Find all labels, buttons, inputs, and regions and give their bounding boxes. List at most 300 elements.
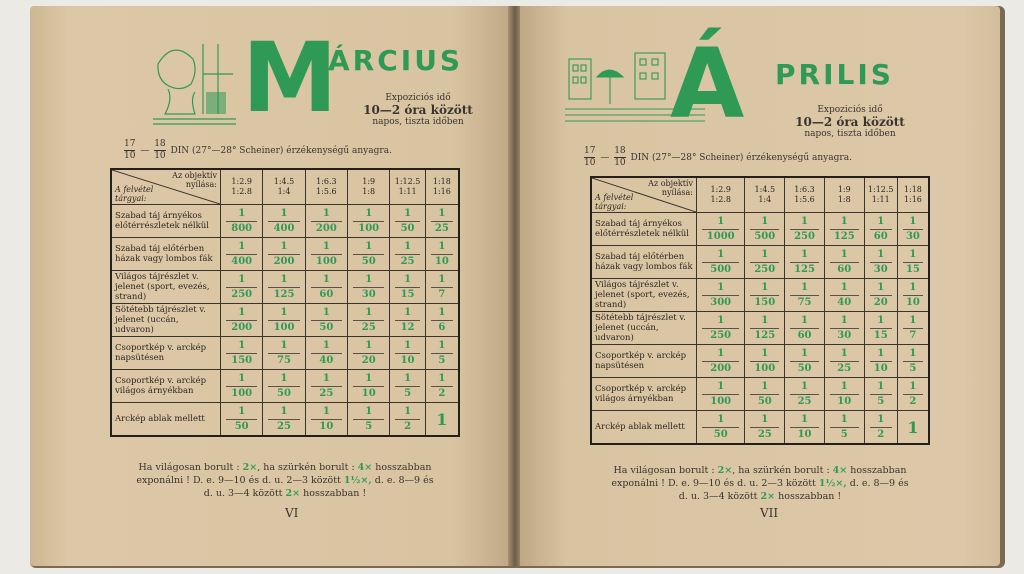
exposure-value-cell — [697, 246, 745, 279]
exposure-numerator: 1 — [801, 248, 808, 260]
subject-cell: Szabad táj árnyékos előtérrészletek nélkül — [591, 213, 697, 246]
exposure-numerator: 1 — [717, 380, 725, 392]
expo-line3: napos, tiszta időben — [804, 129, 896, 139]
table-row — [111, 271, 459, 304]
exposure-value-cell — [864, 411, 897, 445]
exposure-numerator: 1 — [840, 314, 848, 326]
exposure-numerator: 1 — [438, 273, 446, 285]
exposure-numerator: 1 — [238, 273, 246, 285]
table-corner-cell — [591, 177, 697, 213]
exposure-denominator: 10 — [790, 427, 819, 442]
exposure-value-cell — [785, 312, 825, 345]
subject-cell: Csoportkép v. arckép világos árnyékban — [111, 370, 221, 403]
exposure-value-cell — [745, 378, 785, 411]
exposure-denominator: 25 — [353, 320, 384, 335]
exposure-value-cell — [425, 304, 459, 337]
subject-cell: Csoportkép v. arckép napsütésen — [111, 337, 221, 370]
exposure-denominator: 5 — [870, 394, 892, 409]
exposure-numerator: 1 — [322, 372, 330, 384]
page-number: VII — [760, 506, 779, 520]
expo-line1: Expoziciós idő — [817, 105, 883, 115]
exposure-numerator: 1 — [238, 207, 246, 219]
exposure-numerator: 1 — [761, 413, 769, 425]
exposure-denominator: 200 — [226, 320, 257, 335]
expo-line1: Expoziciós idő — [385, 93, 451, 103]
exposure-value-cell — [697, 279, 745, 312]
exposure-value-cell — [897, 246, 929, 279]
subject-cell: Arckép ablak mellett — [591, 411, 697, 445]
column-header: 1:9 1:8 — [348, 169, 390, 205]
exposure-value-cell — [425, 370, 459, 403]
exposure-value-cell — [697, 411, 745, 445]
exposure-time-caption — [780, 104, 920, 140]
exposure-value-cell — [221, 403, 263, 437]
exposure-value-cell — [221, 271, 263, 304]
table-row — [111, 205, 459, 238]
exposure-value-cell — [697, 345, 745, 378]
exposure-table — [110, 168, 460, 437]
exposure-numerator: 1 — [322, 339, 330, 351]
din-text: DIN (27°—28° Scheiner) érzékenységű anyagra. — [630, 153, 852, 163]
exposure-value-cell — [785, 279, 825, 312]
exposure-denominator: 7 — [903, 328, 923, 343]
subject-cell: Világos tájrészlet v. jelenet (sport, evezés, strand) — [591, 279, 697, 312]
month-header-aprilis — [560, 24, 980, 140]
exposure-denominator: 10 — [395, 353, 419, 368]
exposure-value-cell — [263, 337, 305, 370]
exposure-value-cell — [348, 271, 390, 304]
exposure-denominator: 50 — [395, 221, 419, 236]
exposure-value-cell — [263, 205, 305, 238]
exposure-denominator: 25 — [395, 254, 419, 269]
exposure-denominator: 30 — [353, 287, 384, 302]
subject-cell: Arckép ablak mellett — [111, 403, 221, 437]
exposure-denominator: 30 — [870, 262, 892, 277]
exposure-denominator: 75 — [268, 353, 299, 368]
exposure-denominator: 2 — [870, 427, 892, 442]
exposure-denominator: 10 — [353, 386, 384, 401]
exposure-denominator: 15 — [395, 287, 419, 302]
exposure-value-cell — [697, 312, 745, 345]
exposure-value-cell — [697, 213, 745, 246]
exposure-numerator: 1 — [717, 248, 725, 260]
exposure-denominator: 100 — [353, 221, 384, 236]
exposure-numerator: 1 — [322, 240, 330, 252]
aperture-label: Az objektív nyílása: — [172, 171, 217, 189]
exposure-numerator: 1 — [238, 372, 246, 384]
exposure-value-cell — [824, 213, 864, 246]
subject-cell: Szabad táj előtérben házak vagy lombos fák — [591, 246, 697, 279]
exposure-denominator: 100 — [750, 361, 779, 376]
exposure-denominator: 60 — [790, 328, 819, 343]
exposure-numerator: 1 — [365, 240, 373, 252]
exposure-value-cell — [305, 238, 347, 271]
exposure-value-cell — [425, 271, 459, 304]
exposure-numerator: 1 — [322, 273, 330, 285]
column-header: 1:12.5 1:11 — [390, 169, 425, 205]
exposure-numerator: 1 — [717, 215, 725, 227]
exposure-value-cell — [864, 378, 897, 411]
exposure-numerator: 1 — [877, 314, 885, 326]
din-sensitivity-line: $\frac{17}{10}$ — $\frac{18}{10}$ DIN (27°—28° Scheiner) érzékenységű anyagra. — [124, 139, 392, 161]
exposure-value-cell — [425, 238, 459, 271]
exposure-numerator: 1 — [438, 372, 446, 384]
exposure-denominator: 50 — [268, 386, 299, 401]
exposure-denominator: 10 — [830, 394, 859, 409]
table-row — [111, 337, 459, 370]
exposure-value-cell — [425, 403, 459, 437]
exposure-value-cell — [864, 279, 897, 312]
exposure-numerator: 1 — [801, 413, 808, 425]
exposure-value-cell — [785, 345, 825, 378]
table-row — [591, 213, 929, 246]
exposure-denominator: 2 — [431, 386, 453, 401]
din-fraction-2: $\frac{18}{10}$ — [154, 139, 166, 161]
exposure-denominator: 500 — [702, 262, 739, 277]
exposure-denominator: 25 — [431, 221, 453, 236]
exposure-denominator: 20 — [353, 353, 384, 368]
exposure-denominator: 50 — [702, 427, 739, 442]
exposure-denominator: 100 — [226, 386, 257, 401]
exposure-denominator: 10 — [311, 419, 342, 434]
exposure-denominator: 15 — [870, 328, 892, 343]
exposure-value-cell — [864, 246, 897, 279]
exposure-numerator: 1 — [404, 207, 412, 219]
exposure-numerator: 1 — [840, 413, 848, 425]
exposure-value-cell — [221, 337, 263, 370]
expo-line2: 10—2 óra között — [795, 115, 905, 129]
exposure-value-cell — [864, 312, 897, 345]
exposure-value-cell — [390, 370, 425, 403]
exposure-value-cell — [390, 337, 425, 370]
month-header-marcius — [70, 24, 490, 134]
exposure-denominator: 250 — [226, 287, 257, 302]
expo-line2: 10—2 óra között — [363, 103, 473, 117]
exposure-value-cell — [897, 411, 929, 445]
exposure-value-cell — [305, 205, 347, 238]
exposure-value-cell — [305, 337, 347, 370]
month-name: ÁRCIUS — [328, 44, 464, 77]
column-header: 1:9 1:8 — [824, 177, 864, 213]
exposure-denominator: 150 — [226, 353, 257, 368]
exposure-denominator: 50 — [353, 254, 384, 269]
exposure-value-cell — [348, 238, 390, 271]
exposure-numerator: 1 — [238, 405, 246, 417]
exposure-numerator: 1 — [438, 306, 446, 318]
exposure-value-cell — [897, 345, 929, 378]
exposure-numerator: 1 — [280, 372, 288, 384]
exposure-numerator: 1 — [438, 339, 446, 351]
exposure-denominator: 50 — [750, 394, 779, 409]
exposure-denominator: 40 — [311, 353, 342, 368]
exposure-value-cell — [824, 246, 864, 279]
table-row — [111, 304, 459, 337]
exposure-numerator: 1 — [717, 413, 725, 425]
exposure-denominator: 25 — [790, 394, 819, 409]
exposure-denominator: 25 — [311, 386, 342, 401]
exposure-denominator: 5 — [431, 353, 453, 368]
subject-label: A felvétel tárgyai: — [595, 193, 634, 211]
din-fraction-2: $\frac{18}{10}$ — [614, 146, 626, 168]
din-fraction-1: $\frac{17}{10}$ — [584, 146, 596, 168]
exposure-denominator: 400 — [226, 254, 257, 269]
exposure-numerator: 1 — [365, 372, 373, 384]
exposure-value-cell — [390, 238, 425, 271]
month-name: PRILIS — [775, 58, 894, 91]
exposure-value-cell — [697, 378, 745, 411]
exposure-numerator: 1 — [717, 347, 725, 359]
exposure-denominator: 50 — [226, 419, 257, 434]
exposure-value-cell — [390, 403, 425, 437]
exposure-denominator: 2 — [395, 419, 419, 434]
exposure-denominator: 5 — [830, 427, 859, 442]
exposure-numerator: 1 — [801, 347, 808, 359]
table-row — [591, 411, 929, 445]
exposure-denominator: 500 — [750, 229, 779, 244]
exposure-denominator: 60 — [870, 229, 892, 244]
exposure-denominator: 100 — [311, 254, 342, 269]
exposure-numerator: 1 — [238, 306, 246, 318]
exposure-denominator: 30 — [830, 328, 859, 343]
column-header: 1:4.5 1:4 — [263, 169, 305, 205]
exposure-value-cell — [864, 345, 897, 378]
exposure-denominator: 10 — [903, 295, 923, 310]
exposure-numerator: 1 — [840, 215, 848, 227]
exposure-denominator: 1000 — [702, 229, 739, 244]
exposure-numerator: 1 — [404, 339, 412, 351]
exposure-denominator: 25 — [268, 419, 299, 434]
exposure-value-cell — [348, 304, 390, 337]
exposure-value-cell — [390, 205, 425, 238]
exposure-value-cell — [897, 213, 929, 246]
exposure-value-cell — [263, 370, 305, 403]
exposure-denominator: 200 — [311, 221, 342, 236]
exposure-value-cell — [785, 411, 825, 445]
exposure-denominator: 50 — [790, 361, 819, 376]
exposure-numerator: 1 — [840, 380, 848, 392]
exposure-denominator: 125 — [790, 262, 819, 277]
exposure-numerator: 1 — [761, 248, 769, 260]
exposure-denominator: 5 — [903, 361, 923, 376]
table-header-row — [591, 177, 929, 213]
exposure-denominator: 60 — [311, 287, 342, 302]
exposure-denominator: 250 — [790, 229, 819, 244]
exposure-numerator: 1 — [801, 215, 808, 227]
exposure-numerator: 1 — [365, 207, 373, 219]
exposure-numerator: 1 — [365, 273, 373, 285]
table-row — [591, 279, 929, 312]
table-row — [111, 238, 459, 271]
exposure-value-cell — [305, 403, 347, 437]
exposure-numerator: 1 — [280, 207, 288, 219]
exposure-numerator: 1 — [877, 215, 885, 227]
exposure-numerator: 1 — [717, 281, 725, 293]
exposure-denominator: 10 — [870, 361, 892, 376]
exposure-value-cell — [348, 403, 390, 437]
exposure-numerator: 1 — [365, 306, 373, 318]
column-header: 1:6.3 1:5.6 — [305, 169, 347, 205]
exposure-value-cell — [897, 312, 929, 345]
exposure-denominator: 20 — [870, 295, 892, 310]
exposure-numerator: 1 — [365, 405, 373, 417]
exposure-value-cell — [263, 304, 305, 337]
exposure-denominator: 7 — [431, 287, 453, 302]
exposure-value-cell — [221, 304, 263, 337]
exposure-denominator: 250 — [702, 328, 739, 343]
table-body — [111, 205, 459, 437]
exposure-value-cell — [824, 378, 864, 411]
exposure-denominator: 75 — [790, 295, 819, 310]
exposure-numerator: 1 — [365, 339, 373, 351]
exposure-value-cell — [745, 213, 785, 246]
exposure-value-cell — [348, 337, 390, 370]
exposure-value: 1 — [436, 409, 448, 429]
table-row — [591, 312, 929, 345]
exposure-denominator: 5 — [395, 386, 419, 401]
exposure-numerator: 1 — [801, 281, 808, 293]
exposure-numerator: 1 — [840, 347, 848, 359]
exposure-numerator: 1 — [280, 306, 288, 318]
table-row — [591, 246, 929, 279]
exposure-numerator: 1 — [717, 314, 725, 326]
exposure-numerator: 1 — [438, 207, 446, 219]
exposure-value-cell — [824, 279, 864, 312]
exposure-numerator: 1 — [909, 380, 917, 392]
exposure-denominator: 2 — [903, 394, 923, 409]
exposure-denominator: 125 — [830, 229, 859, 244]
column-header: 1:6.3 1:5.6 — [785, 177, 825, 213]
exposure-numerator: 1 — [761, 281, 769, 293]
exposure-value-cell — [305, 271, 347, 304]
overcast-note: Ha világosan borult : 2×, ha szürkén borult : 4× hosszabban exponálni ! D. e. 9—10 és d. u. 2—3 között 1½×, d. e. 8—9 és d. u. 3—4 között 2× hosszabban ! — [611, 465, 909, 502]
exposure-value-cell — [824, 312, 864, 345]
exposure-numerator: 1 — [280, 273, 288, 285]
exposure-numerator: 1 — [840, 248, 848, 260]
exposure-denominator: 100 — [702, 394, 739, 409]
table-body — [591, 213, 929, 445]
exposure-numerator: 1 — [761, 215, 769, 227]
exposure-value-cell — [824, 345, 864, 378]
girl-with-window-illustration — [148, 34, 238, 129]
exposure-numerator: 1 — [404, 306, 412, 318]
exposure-value-cell — [221, 205, 263, 238]
exposure-value-cell — [785, 213, 825, 246]
subject-cell: Sötétebb tájrészlet v. jelenet (uccán, udvaron) — [111, 304, 221, 337]
exposure-numerator: 1 — [404, 240, 412, 252]
exposure-denominator: 30 — [903, 229, 923, 244]
exposure-numerator: 1 — [322, 405, 330, 417]
exposure-denominator: 100 — [268, 320, 299, 335]
exposure-numerator: 1 — [801, 314, 808, 326]
exposure-numerator: 1 — [909, 281, 917, 293]
exposure-value-cell — [390, 271, 425, 304]
exposure-numerator: 1 — [761, 380, 769, 392]
exposure-numerator: 1 — [877, 380, 885, 392]
exposure-numerator: 1 — [909, 215, 917, 227]
exposure-numerator: 1 — [280, 240, 288, 252]
din-sensitivity-line: $\frac{17}{10}$ — $\frac{18}{10}$ DIN (27°—28° Scheiner) érzékenységű anyagra. — [584, 146, 852, 168]
subject-cell: Csoportkép v. arckép világos árnyékban — [591, 378, 697, 411]
left-page — [30, 6, 510, 566]
table-row — [111, 370, 459, 403]
subject-label: A felvétel tárgyai: — [115, 185, 154, 203]
exposure-value-cell — [425, 205, 459, 238]
exposure-value-cell — [897, 378, 929, 411]
exposure-denominator: 125 — [268, 287, 299, 302]
overcast-note: Ha világosan borult : 2×, ha szürkén borult : 4× hosszabban exponálni ! D. e. 9—10 és d. u. 2—3 között 1½×, d. e. 8—9 és d. u. 3—4 között 2× hosszabban ! — [136, 462, 434, 499]
exposure-denominator: 250 — [750, 262, 779, 277]
subject-cell: Szabad táj árnyékos előtérrészletek nélkül — [111, 205, 221, 238]
subject-cell: Sötétebb tájrészlet v. jelenet (uccán, udvaron) — [591, 312, 697, 345]
month-initial: M — [242, 22, 338, 134]
table-corner-cell — [111, 169, 221, 205]
exposure-value-cell — [785, 378, 825, 411]
exposure-numerator: 1 — [404, 405, 412, 417]
page-number: VI — [285, 506, 299, 520]
column-header: 1:2.9 1:2.8 — [221, 169, 263, 205]
exposure-numerator: 1 — [909, 314, 917, 326]
exposure-numerator: 1 — [761, 314, 769, 326]
exposure-denominator: 300 — [702, 295, 739, 310]
din-text: DIN (27°—28° Scheiner) érzékenységű anyagra. — [170, 146, 392, 156]
exposure-denominator: 50 — [311, 320, 342, 335]
exposure-time-caption — [348, 92, 488, 128]
exposure-value-cell — [745, 279, 785, 312]
column-header: 1:4.5 1:4 — [745, 177, 785, 213]
din-fraction-1: $\frac{17}{10}$ — [124, 139, 136, 161]
exposure-numerator: 1 — [438, 240, 446, 252]
exposure-denominator: 125 — [750, 328, 779, 343]
exposure-value-cell — [348, 205, 390, 238]
exposure-value-cell — [305, 304, 347, 337]
exposure-denominator: 800 — [226, 221, 257, 236]
table-row — [591, 345, 929, 378]
exposure-numerator: 1 — [877, 248, 885, 260]
table-row — [111, 403, 459, 437]
exposure-numerator: 1 — [877, 347, 885, 359]
exposure-denominator: 400 — [268, 221, 299, 236]
exposure-denominator: 25 — [750, 427, 779, 442]
column-header: 1:2.9 1:2.8 — [697, 177, 745, 213]
exposure-numerator: 1 — [280, 405, 288, 417]
subject-cell: Világos tájrészlet v. jelenet (sport, evezés, strand) — [111, 271, 221, 304]
exposure-numerator: 1 — [238, 240, 246, 252]
exposure-value-cell — [221, 238, 263, 271]
column-header: 1:18 1:16 — [897, 177, 929, 213]
exposure-numerator: 1 — [801, 380, 808, 392]
exposure-value-cell — [263, 238, 305, 271]
exposure-denominator: 150 — [750, 295, 779, 310]
open-booklet — [30, 6, 1005, 568]
exposure-numerator: 1 — [840, 281, 848, 293]
expo-line3: napos, tiszta időben — [372, 117, 464, 127]
exposure-value-cell — [348, 370, 390, 403]
exposure-numerator: 1 — [280, 339, 288, 351]
exposure-denominator: 10 — [431, 254, 453, 269]
exposure-denominator: 15 — [903, 262, 923, 277]
exposure-numerator: 1 — [322, 306, 330, 318]
exposure-numerator: 1 — [877, 413, 885, 425]
exposure-value-cell — [785, 246, 825, 279]
exposure-denominator: 12 — [395, 320, 419, 335]
subject-cell: Szabad táj előtérben házak vagy lombos fák — [111, 238, 221, 271]
aperture-label: Az objektív nyílása: — [648, 179, 693, 197]
exposure-denominator: 60 — [830, 262, 859, 277]
right-page — [520, 6, 1000, 566]
exposure-value-cell — [897, 279, 929, 312]
table-row — [591, 378, 929, 411]
exposure-value-cell — [864, 213, 897, 246]
